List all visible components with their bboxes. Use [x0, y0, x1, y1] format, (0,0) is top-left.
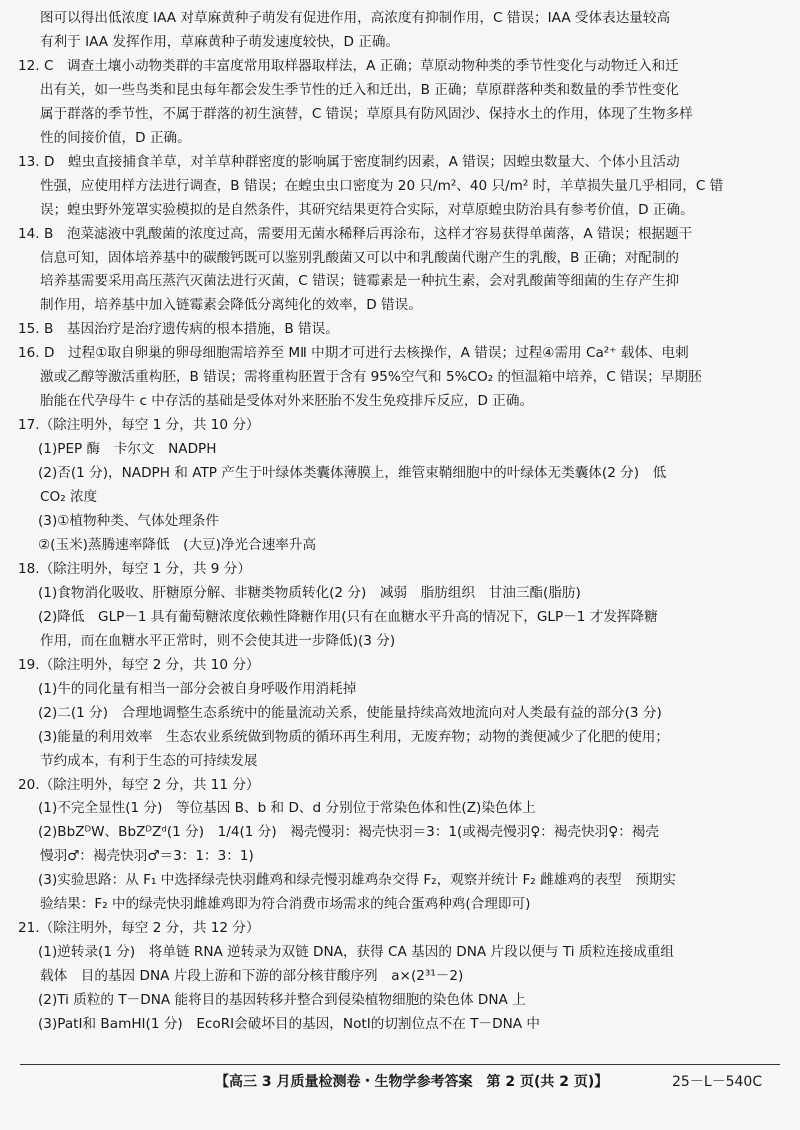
text-line: 14. B 泡菜滤液中乳酸菌的浓度过高，需要用无菌水稀释后再涂布，这样才容易获得单菌落，A 错误；根据题干	[18, 226, 693, 242]
text-line: 15. B 基因治疗是治疗遗传病的根本措施，B 错误。	[18, 321, 339, 337]
text-line: (2)二(1 分) 合理地调整生态系统中的能量流动关系，使能量持续高效地流向对人类最有益的部分(3 分)	[38, 705, 662, 721]
text-line: 13. D 蝗虫直接捕食羊草，对羊草种群密度的影响属于密度制约因素，A 错误；因蝗虫数量大、个体小且活动	[18, 154, 680, 170]
text-line: 图可以得出低浓度 IAA 对草麻黄种子萌发有促进作用，高浓度有抑制作用，C 错误；IAA 受体表达量较高	[40, 10, 671, 26]
text-line: 12. C 调查土壤小动物类群的丰富度常用取样器取样法，A 正确；草原动物种类的季节性变化与动物迁入和迁	[18, 58, 679, 74]
text-line: 信息可知，固体培养基中的碳酸钙既可以鉴别乳酸菌又可以中和乳酸菌代谢产生的乳酸，B 正确；对配制的	[40, 250, 679, 266]
document-code: 25－L－540C	[672, 1074, 763, 1090]
text-line: 性强，应使用样方法进行调查，B 错误；在蝗虫虫口密度为 20 只/m²、40 只/m² 时，羊草损失量几乎相同，C 错	[40, 178, 724, 194]
text-line: (2)降低 GLP－1 具有葡萄糖浓度依赖性降糖作用(只有在血糖水平升高的情况下，GLP－1 才发挥降糖	[38, 609, 658, 625]
text-line: 制作用，培养基中加入链霉素会降低分离纯化的效率，D 错误。	[40, 297, 422, 313]
text-line: (1)PEP 酶 卡尔文 NADPH	[38, 441, 217, 457]
text-line: 作用，而在血糖水平正常时，则不会使其进一步降低)(3 分)	[40, 633, 396, 649]
text-line: 18.（除注明外，每空 1 分，共 9 分）	[18, 561, 251, 577]
text-line: 19.（除注明外，每空 2 分，共 10 分）	[18, 657, 260, 673]
text-line: (1)逆转录(1 分) 将单链 RNA 逆转录为双链 DNA，获得 CA 基因的 DNA 片段以便与 Ti 质粒连接成重组	[38, 944, 674, 960]
text-line: (2)Ti 质粒的 T－DNA 能将目的基因转移并整合到侵染植物细胞的染色体 DNA 上	[38, 992, 526, 1008]
text-line: (3)PatⅠ和 BamHⅠ(1 分) EcoRⅠ会破坏目的基因，NotⅠ的切割位点不在 T－DNA 中	[38, 1016, 540, 1032]
text-line: ②(玉米)蒸腾速率降低 (大豆)净光合速率升高	[38, 537, 317, 553]
text-line: (3)能量的利用效率 生态农业系统做到物质的循环再生利用，无废弃物；动物的粪便减少了化肥的使用；	[38, 729, 669, 745]
text-line: 20.（除注明外，每空 2 分，共 11 分）	[18, 777, 260, 793]
text-line: 误；蝗虫野外笼罩实验模拟的是自然条件，其研究结果更符合实际，对草原蝗虫防治具有参考价值，D 正确。	[40, 202, 694, 218]
text-line: 出有关，如一些鸟类和昆虫每年都会发生季节性的迁入和迁出，B 正确；草原群落种类和数量的季节性变化	[40, 82, 679, 98]
text-line: 属于群落的季节性，不属于群落的初生演替，C 错误；草原具有防风固沙、保持水土的作用，体现了生物多样	[40, 106, 693, 122]
text-line: (2)BbZᴰW、BbZᴰZᵈ(1 分) 1/4(1 分) 褐壳慢羽：褐壳快羽＝3：1(或褐壳慢羽♀：褐壳快羽♀：褐壳	[38, 824, 659, 840]
text-line: 慢羽♂：褐壳快羽♂＝3：1：3：1)	[40, 848, 254, 864]
text-line: 17.（除注明外，每空 1 分，共 10 分）	[18, 417, 260, 433]
footer-title: 【高三 3 月质量检测卷・生物学参考答案 第 2 页(共 2 页)】	[215, 1074, 609, 1090]
text-line: 胎能在代孕母牛 c 中存活的基础是受体对外来胚胎不发生免疫排斥反应，D 正确。	[40, 393, 534, 409]
text-line: 节约成本，有利于生态的可持续发展	[40, 753, 258, 769]
text-line: (1)不完全显性(1 分) 等位基因 B、b 和 D、d 分别位于常染色体和性(Z)染色体上	[38, 800, 536, 816]
text-line: 21.（除注明外，每空 2 分，共 12 分）	[18, 920, 260, 936]
text-line: (1)食物消化吸收、肝糖原分解、非糖类物质转化(2 分) 减弱 脂肪组织 甘油三酯(脂肪)	[38, 585, 581, 601]
text-line: 载体 目的基因 DNA 片段上游和下游的部分核苷酸序列 a×(2³¹－2)	[40, 968, 464, 984]
text-line: (3)实验思路：从 F₁ 中选择绿壳快羽雌鸡和绿壳慢羽雄鸡杂交得 F₂，观察并统计 F₂ 雌雄鸡的表型 预期实	[38, 872, 677, 888]
text-line: 16. D 过程①取自卵巢的卵母细胞需培养至 MⅡ 中期才可进行去核操作，A 错误；过程④需用 Ca²⁺ 载体、电刺	[18, 345, 689, 361]
text-line: 培养基需要采用高压蒸汽灭菌法进行灭菌，C 错误；链霉素是一种抗生素，会对乳酸菌等细菌的生存产生抑	[40, 273, 680, 289]
text-line: CO₂ 浓度	[40, 489, 98, 505]
text-line: 有利于 IAA 发挥作用，草麻黄种子萌发速度较快，D 正确。	[40, 34, 400, 50]
text-line: 性的间接价值，D 正确。	[40, 130, 191, 146]
text-line: 验结果：F₂ 中的绿壳快羽雌雄鸡即为符合消费市场需求的纯合蛋鸡种鸡(合理即可)	[40, 896, 531, 912]
text-line: (3)①植物种类、气体处理条件	[38, 513, 219, 529]
footer-divider	[20, 1064, 780, 1065]
text-line: (1)牛的同化量有相当一部分会被自身呼吸作用消耗掉	[38, 681, 357, 697]
text-line: (2)否(1 分)，NADPH 和 ATP 产生于叶绿体类囊体薄膜上，维管束鞘细胞中的叶绿体无类囊体(2 分) 低	[38, 465, 667, 481]
text-line: 激或乙醇等激活重构胚，B 错误；需将重构胚置于含有 95%空气和 5%CO₂ 的恒温箱中培养，C 错误；早期胚	[40, 369, 702, 385]
